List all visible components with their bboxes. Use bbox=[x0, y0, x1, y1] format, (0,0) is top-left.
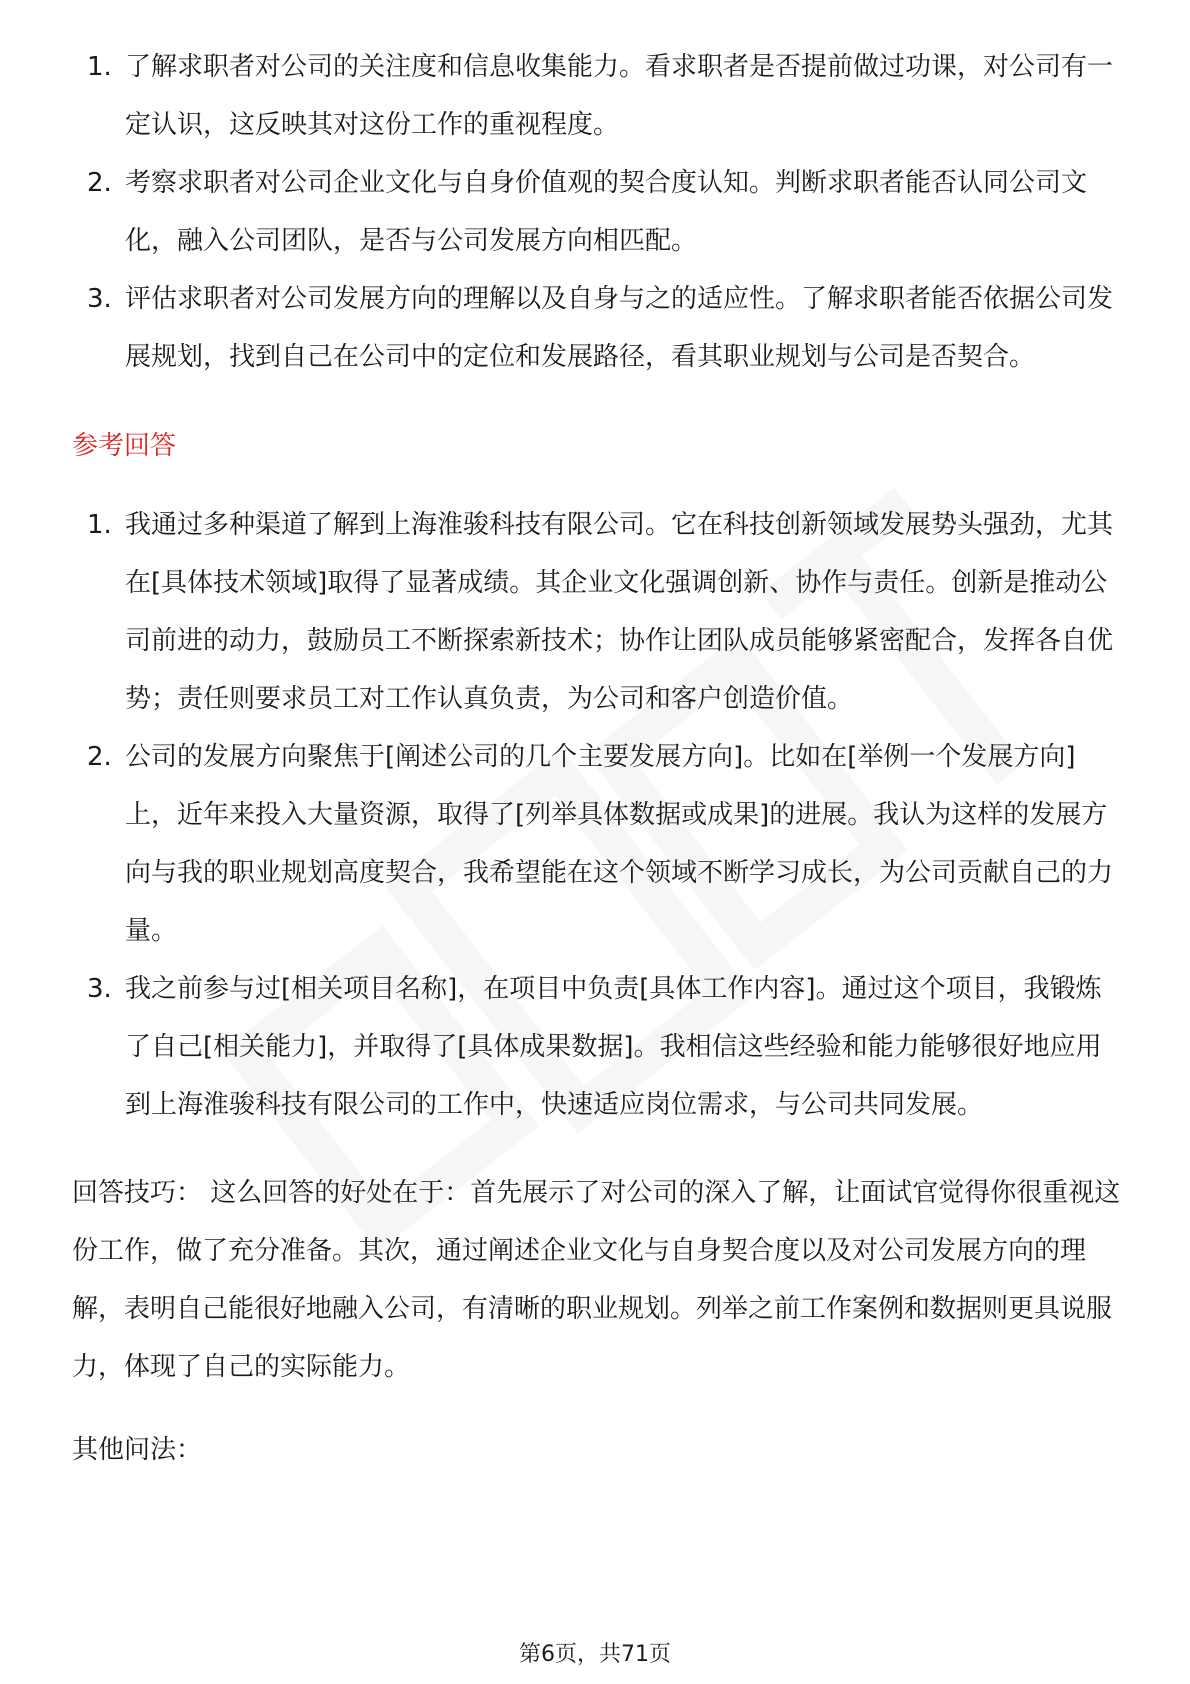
page-footer: 第6页，共71页 bbox=[519, 1642, 671, 1667]
list-number: 2. bbox=[87, 168, 112, 198]
list-item bbox=[72, 960, 1122, 1134]
list-number: 3. bbox=[87, 284, 112, 314]
reference-answer-list bbox=[72, 496, 1122, 1134]
list-item-text: 了解求职者对公司的关注度和信息收集能力。看求职者是否提前做过功课，对公司有一定认识，这反映其对这份工作的重视程度。 bbox=[125, 52, 1114, 140]
list-item bbox=[72, 154, 1122, 270]
other-questions-label: 其他问法： bbox=[72, 1435, 203, 1465]
list-item-text: 考察求职者对公司企业文化与自身价值观的契合度认知。判断求职者能否认同公司文化，融入公司团队，是否与公司发展方向相匹配。 bbox=[125, 168, 1088, 256]
list-item bbox=[72, 38, 1122, 154]
list-item-text: 我通过多种渠道了解到上海淮骏科技有限公司。它在科技创新领域发展势头强劲，尤其在[具体技术领域]取得了显著成绩。其企业文化强调创新、协作与责任。创新是推动公司前进的动力，鼓励员工不断探索新技术；协作让团队成员能够紧密配合，发挥各自优势；责任则要求员工对工作认真负责，为公司和客户创造价值。 bbox=[125, 510, 1114, 714]
question-intent-list bbox=[72, 38, 1122, 386]
list-number: 1. bbox=[87, 510, 112, 540]
reference-answer-heading: 参考回答 bbox=[72, 431, 177, 461]
list-item bbox=[72, 496, 1122, 728]
list-item bbox=[72, 728, 1122, 960]
list-item-text: 我之前参与过[相关项目名称]，在项目中负责[具体工作内容]。通过这个项目，我锻炼了自己[相关能力]，并取得了[具体成果数据]。我相信这些经验和能力能够很好地应用到上海淮骏科技有限公司的工作中，快速适应岗位需求，与公司共同发展。 bbox=[125, 974, 1102, 1120]
list-number: 2. bbox=[87, 742, 112, 772]
page-content bbox=[72, 38, 1122, 1470]
list-number: 1. bbox=[87, 52, 112, 82]
list-item-text: 评估求职者对公司发展方向的理解以及自身与之的适应性。了解求职者能否依据公司发展规划，找到自己在公司中的定位和发展路径，看其职业规划与公司是否契合。 bbox=[125, 284, 1114, 372]
list-item bbox=[72, 270, 1122, 386]
answer-tips-paragraph: 回答技巧： 这么回答的好处在于：首先展示了对公司的深入了解，让面试官觉得你很重视这份工作，做了充分准备。其次，通过阐述企业文化与自身契合度以及对公司发展方向的理解，表明自己能很好地融入公司，有清晰的职业规划。列举之前工作案例和数据则更具说服力，体现了自己的实际能力。 bbox=[72, 1178, 1121, 1382]
list-number: 3. bbox=[87, 974, 112, 1004]
list-item-text: 公司的发展方向聚焦于[阐述公司的几个主要发展方向]。比如在[举例一个发展方向]上，近年来投入大量资源，取得了[列举具体数据或成果]的进展。我认为这样的发展方向与我的职业规划高度契合，我希望能在这个领域不断学习成长，为公司贡献自己的力量。 bbox=[125, 742, 1114, 946]
